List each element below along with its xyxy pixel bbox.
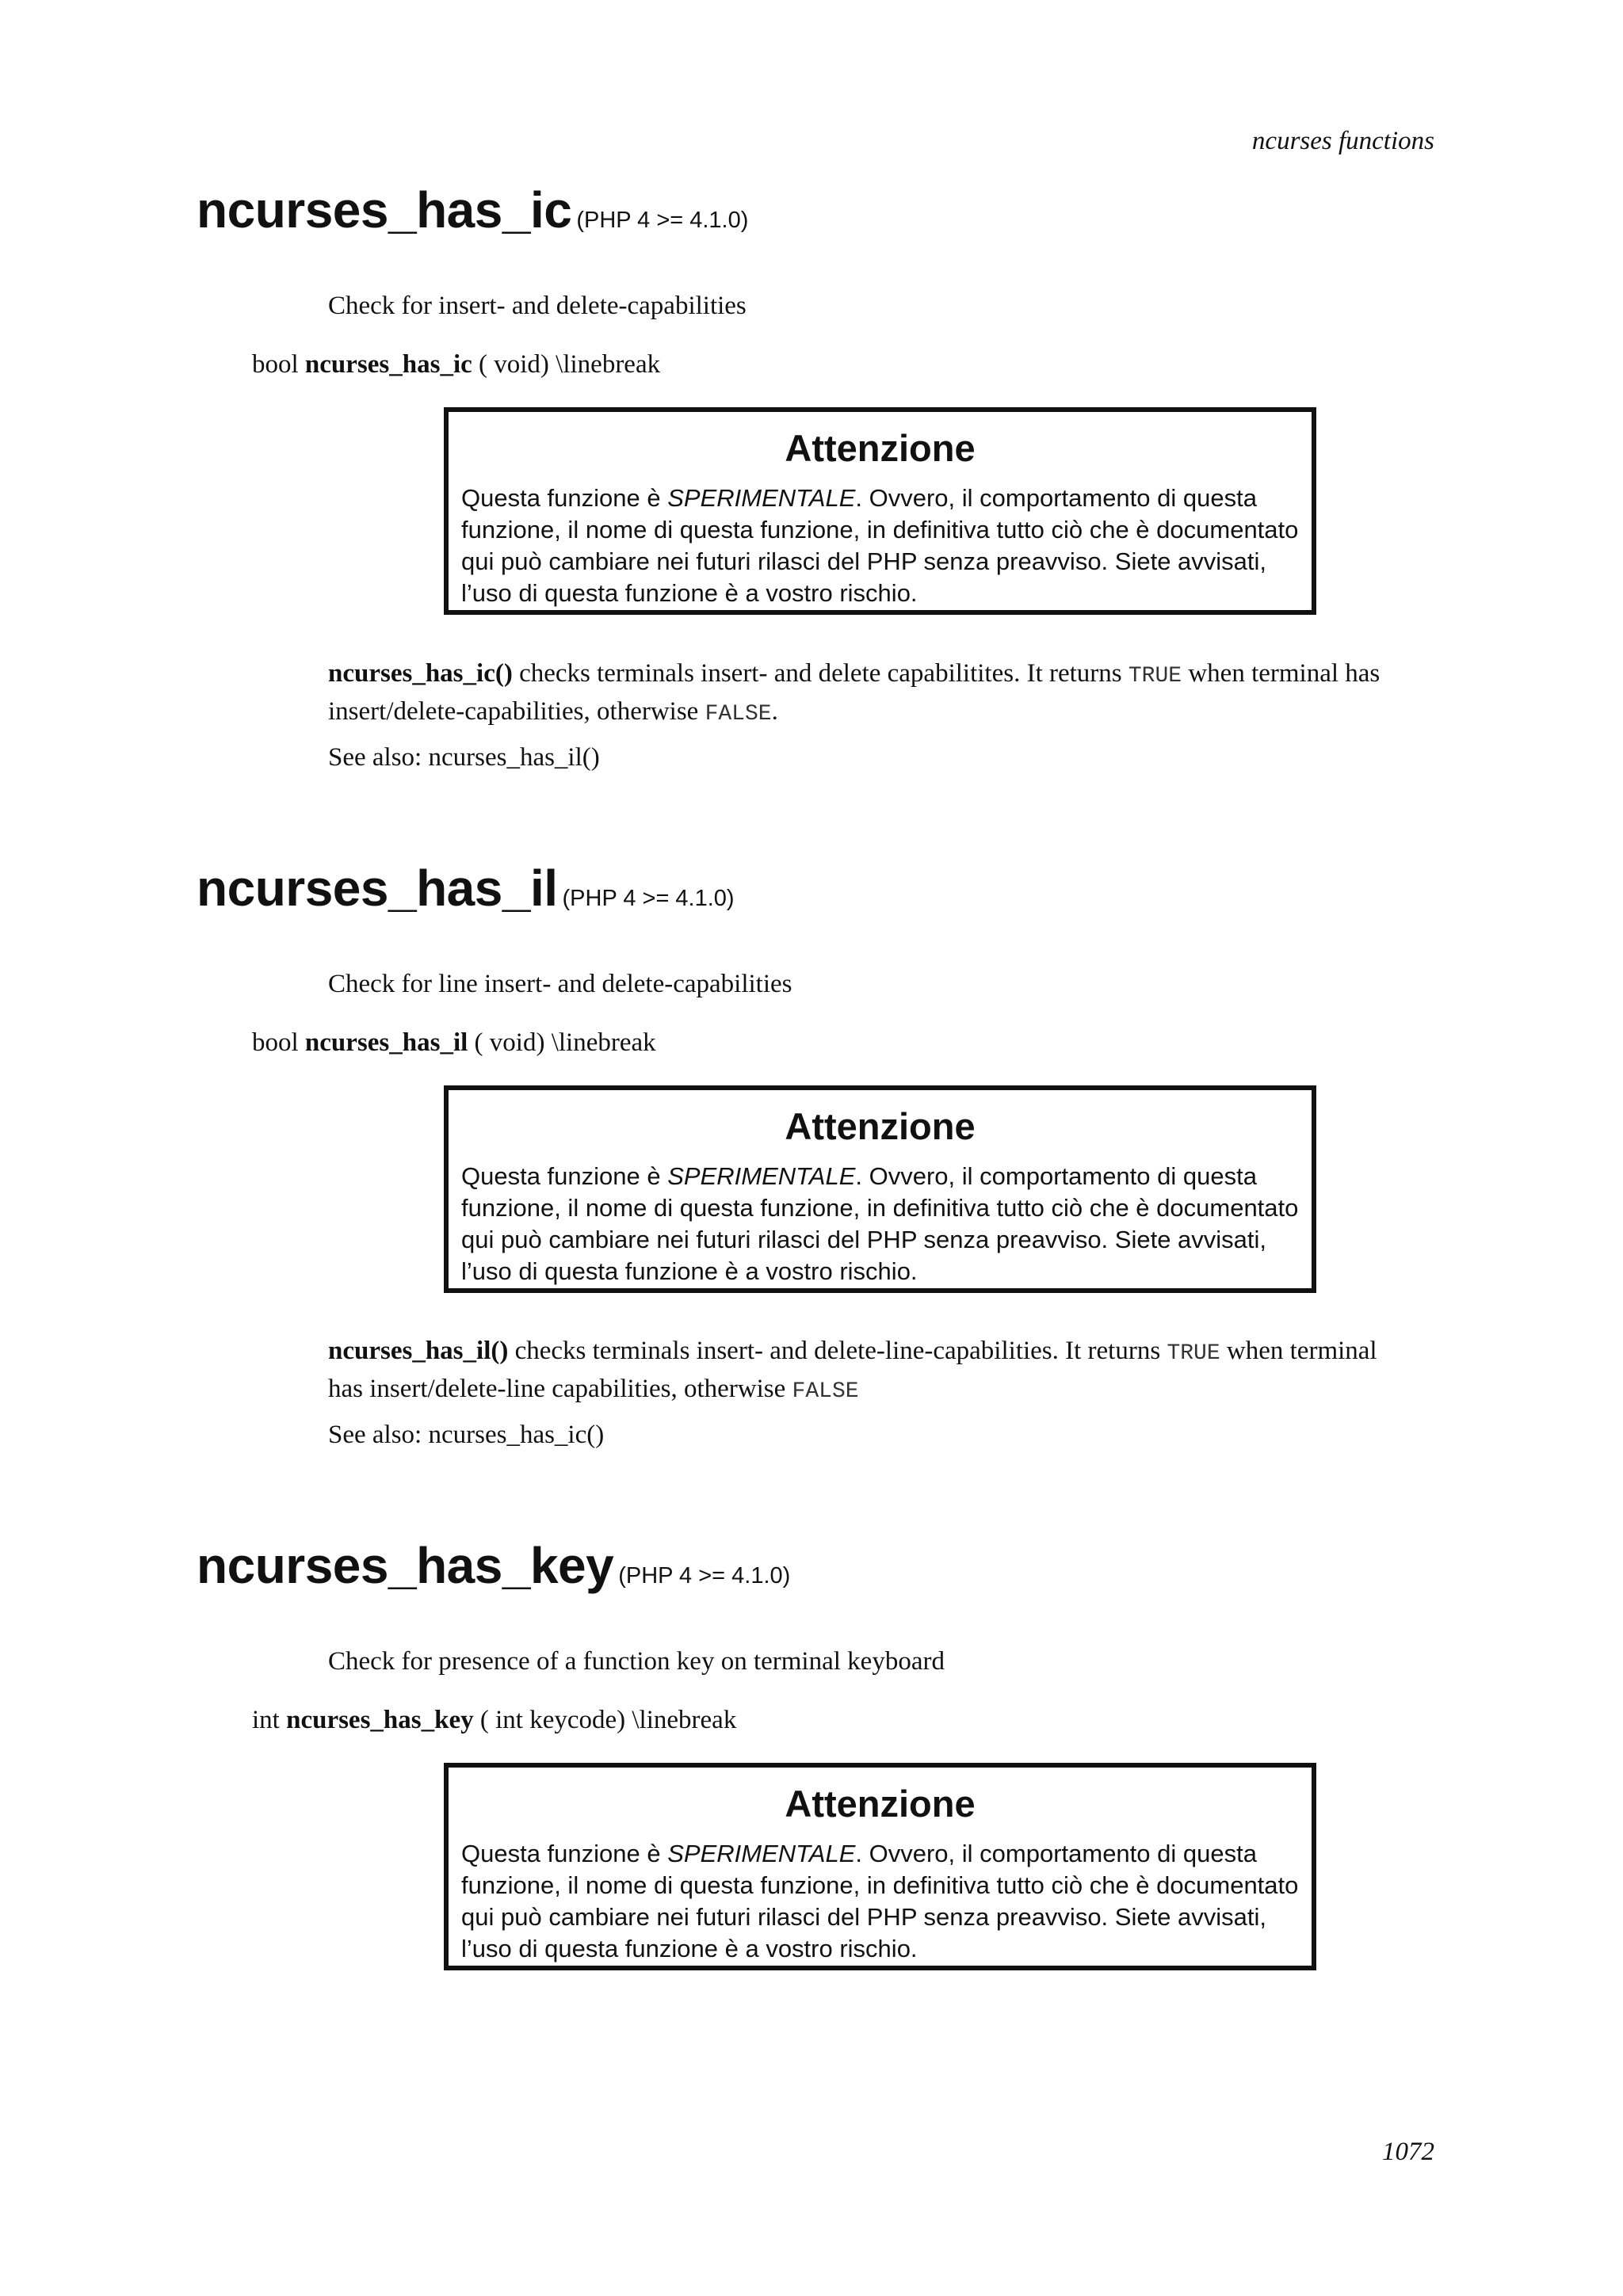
warning-text: l’uso di questa funzione è a vostro rischio. (461, 579, 918, 607)
warning-title: Attenzione (785, 1105, 976, 1147)
desc-text: when terminal has (1182, 659, 1381, 688)
php-version: (PHP 4 >= 4.1.0) (618, 1563, 791, 1589)
synopsis-function-name: ncurses_has_il (304, 1028, 468, 1057)
desc-function-ref: ncurses_has_ic() (328, 659, 513, 688)
return-type: bool (252, 350, 299, 379)
warning-box (444, 1085, 1316, 1293)
warning-text: Questa funzione è (461, 1162, 668, 1190)
warning-text: l’uso di questa funzione è a vostro rischio. (461, 1935, 918, 1962)
warning-text: . Ovvero, il comportamento di questa (855, 1840, 1257, 1867)
entry-title (197, 181, 748, 239)
purpose-text: Check for presence of a function key on terminal keyboard (328, 1647, 945, 1676)
entry-title (197, 1536, 790, 1595)
desc-text: checks terminals insert- and delete-line-capabilities. It returns (508, 1337, 1167, 1365)
synopsis-function-name: ncurses_has_key (286, 1706, 474, 1734)
purpose-text: Check for line insert- and delete-capabilities (328, 970, 792, 998)
warning-text: qui può cambiare nei futuri rilasci del PHP senza preavviso. Siete avvisati, (461, 1903, 1267, 1931)
warning-body (461, 1838, 1299, 1965)
synopsis-params: ( void) \linebreak (468, 1028, 656, 1057)
constant-false: FALSE (705, 702, 772, 727)
warning-emphasis: SPERIMENTALE (667, 1840, 856, 1867)
constant-true: TRUE (1128, 664, 1182, 688)
desc-text: when terminal (1220, 1337, 1377, 1365)
description (328, 1333, 1438, 1409)
warning-text: funzione, il nome di questa funzione, in definitiva tutto ciò che è documentato (461, 1194, 1299, 1222)
warning-body (461, 1161, 1299, 1287)
see-also: See also: ncurses_has_ic() (328, 1421, 605, 1449)
synopsis-params: ( void) \linebreak (472, 350, 661, 379)
purpose-text: Check for insert- and delete-capabilities (328, 292, 747, 320)
warning-text: funzione, il nome di questa funzione, in definitiva tutto ciò che è documentato (461, 516, 1299, 543)
warning-title: Attenzione (785, 1783, 976, 1825)
warning-text: qui può cambiare nei futuri rilasci del PHP senza preavviso. Siete avvisati, (461, 547, 1267, 575)
desc-text: has insert/delete-line capabilities, otherwise (328, 1375, 792, 1403)
running-header: ncurses functions (1251, 127, 1434, 155)
function-synopsis (252, 1706, 736, 1735)
desc-text: . (771, 697, 778, 726)
function-synopsis (252, 350, 660, 379)
constant-true: TRUE (1167, 1341, 1220, 1366)
warning-text: . Ovvero, il comportamento di questa (855, 484, 1257, 512)
entry-title (197, 859, 735, 917)
warning-box (444, 407, 1316, 615)
warning-emphasis: SPERIMENTALE (667, 1162, 856, 1190)
warning-text: l’uso di questa funzione è a vostro rischio. (461, 1257, 918, 1285)
warning-text: Questa funzione è (461, 1840, 668, 1867)
warning-body (461, 482, 1299, 609)
desc-text: checks terminals insert- and delete capabilitites. It returns (512, 659, 1128, 688)
constant-false: FALSE (792, 1379, 859, 1404)
page-number: 1072 (1382, 2138, 1434, 2166)
see-also: See also: ncurses_has_il() (328, 743, 600, 772)
synopsis-function-name: ncurses_has_ic (304, 350, 472, 379)
desc-text: insert/delete-capabilities, otherwise (328, 697, 705, 726)
description (328, 656, 1438, 732)
warning-text: qui può cambiare nei futuri rilasci del PHP senza preavviso. Siete avvisati, (461, 1226, 1267, 1253)
function-name-heading: ncurses_has_il (197, 860, 558, 917)
function-name-heading: ncurses_has_key (197, 1537, 614, 1594)
return-type: int (252, 1706, 280, 1734)
warning-text: funzione, il nome di questa funzione, in definitiva tutto ciò che è documentato (461, 1871, 1299, 1899)
warning-text: . Ovvero, il comportamento di questa (855, 1162, 1257, 1190)
synopsis-params: ( int keycode) \linebreak (473, 1706, 737, 1734)
desc-function-ref: ncurses_has_il() (328, 1337, 509, 1365)
php-version: (PHP 4 >= 4.1.0) (576, 208, 749, 233)
function-synopsis (252, 1028, 656, 1058)
php-version: (PHP 4 >= 4.1.0) (562, 886, 735, 911)
warning-title: Attenzione (785, 427, 976, 469)
function-name-heading: ncurses_has_ic (197, 181, 572, 238)
warning-emphasis: SPERIMENTALE (667, 484, 856, 512)
warning-text: Questa funzione è (461, 484, 668, 512)
return-type: bool (252, 1028, 299, 1057)
warning-box (444, 1763, 1316, 1970)
